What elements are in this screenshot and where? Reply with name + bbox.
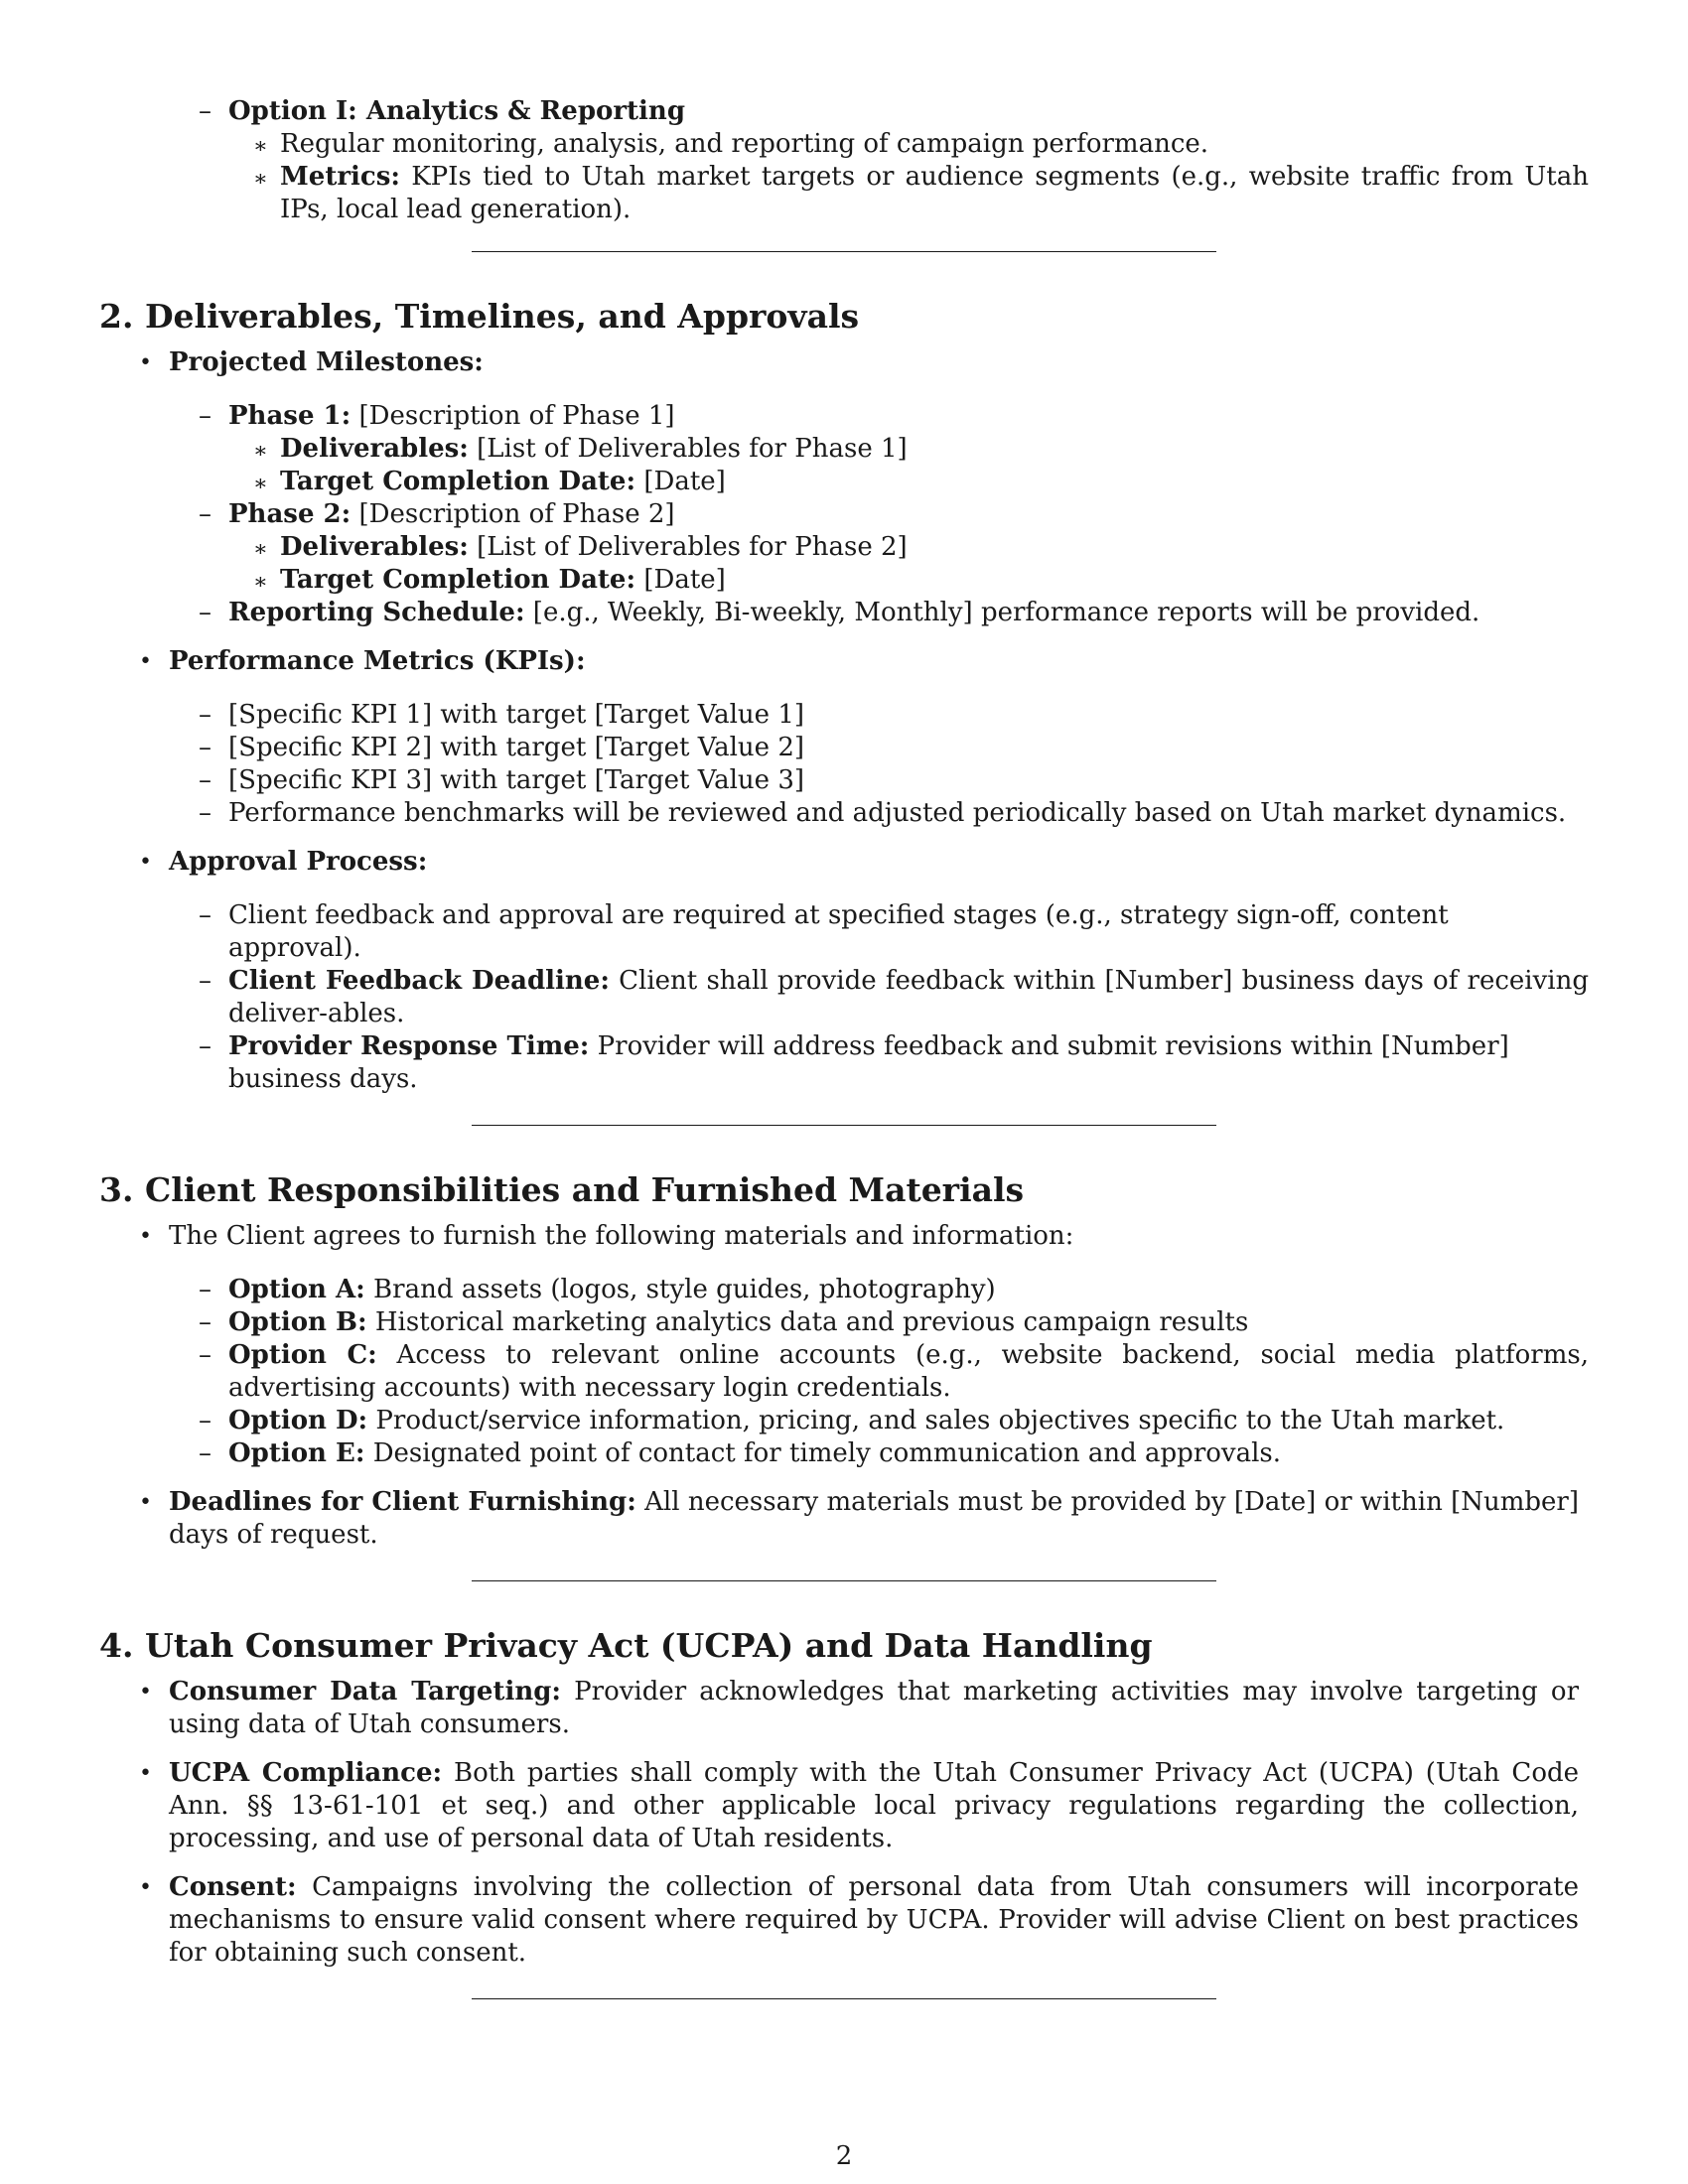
- option-label: Option E:: [228, 1438, 365, 1468]
- bullet-marker: •: [139, 1224, 152, 1249]
- bullet-marker: •: [139, 1490, 152, 1515]
- asterisk-marker: ∗: [253, 537, 268, 562]
- option-label: Option C:: [228, 1340, 377, 1370]
- section-3-heading: 3. Client Responsibilities and Furnished Materials: [99, 1170, 1025, 1209]
- option-label: Option A:: [228, 1275, 365, 1304]
- dash-marker: –: [199, 401, 211, 431]
- option-d-item: [99, 1405, 1589, 1437]
- dash-marker: –: [199, 733, 211, 762]
- furnish-intro-item: [99, 1220, 1589, 1253]
- ucpa-compliance-label: UCPA Compliance:: [169, 1758, 443, 1788]
- option-i-item: [99, 95, 1589, 128]
- phase2-label: Phase 2:: [228, 499, 352, 529]
- asterisk-marker: ∗: [253, 472, 268, 496]
- ucpa-compliance-text: Both parties shall comply with the Utah Consumer Privacy Act (UCPA) (Utah Code Ann. §§ 13-61-101 et seq.) and other applicable local privacy regulations regarding the collection, processing, and use of personal data of Utah residents.: [169, 1758, 1580, 1853]
- option-text: Access to relevant online accounts (e.g., website backend, social media platforms, advertising accounts) with necessary login credentials.: [228, 1340, 1589, 1403]
- bullet-marker: •: [139, 1875, 152, 1900]
- consent-item: [99, 1871, 1579, 1970]
- milestones-label: Projected Milestones:: [169, 347, 484, 377]
- reporting-label: Reporting Schedule:: [228, 598, 525, 627]
- dash-marker: –: [199, 966, 211, 996]
- phase1-deliverables: [99, 433, 1589, 466]
- kpi-item: [99, 797, 1589, 830]
- dash-marker: –: [199, 598, 211, 627]
- option-i-subitem: [99, 128, 1589, 161]
- option-text: Designated point of contact for timely communication and approvals.: [364, 1438, 1282, 1468]
- bullet-marker: •: [139, 1761, 152, 1786]
- option-text: Historical marketing analytics data and previous campaign results: [366, 1307, 1249, 1337]
- kpi-text: [Specific KPI 1] with target [Target Value 1]: [228, 700, 805, 730]
- approval-label: Approval Process:: [169, 847, 428, 877]
- dash-marker: –: [199, 1307, 211, 1337]
- approval-subitem: [99, 899, 1589, 965]
- option-label: Option D:: [228, 1406, 368, 1435]
- consent-text: Campaigns involving the collection of personal data from Utah consumers will incorporate mechanisms to ensure valid consent where required by UCPA. Provider will advise Client on best practices for obtaining such consent.: [169, 1872, 1579, 1968]
- option-i-title: Option I: Analytics & Reporting: [228, 96, 686, 126]
- option-text: Product/service information, pricing, and sales objectives specific to the Utah market.: [367, 1406, 1505, 1435]
- option-i-text: Regular monitoring, analysis, and reporting of campaign performance.: [280, 129, 1209, 159]
- metrics-text: KPIs tied to Utah market targets or audience segments (e.g., website traffic from Utah IPs, local lead generation).: [280, 162, 1589, 224]
- feedback-deadline-label: Client Feedback Deadline:: [228, 966, 610, 996]
- phase2-date: [99, 564, 1589, 597]
- kpi-item: [99, 732, 1589, 764]
- option-a-item: [99, 1274, 1589, 1306]
- asterisk-marker: ∗: [253, 439, 268, 464]
- kpi-item: [99, 699, 1589, 732]
- furnish-deadline-text: All necessary materials must be provided by [Date] or within [Number] days of request.: [169, 1487, 1580, 1550]
- option-label: Option B:: [228, 1307, 367, 1337]
- date-label: Target Completion Date:: [280, 467, 636, 496]
- kpi-item: [99, 764, 1589, 797]
- deliverables-text: [List of Deliverables for Phase 1]: [468, 434, 908, 464]
- approval-subitem: [99, 1030, 1589, 1096]
- dash-marker: –: [199, 1340, 211, 1370]
- phase1-item: [99, 400, 1589, 433]
- furnish-deadline-item: [99, 1486, 1579, 1552]
- response-time-text: Provider will address feedback and submit revisions within [Number] business days.: [228, 1031, 1509, 1094]
- dash-marker: –: [199, 900, 211, 930]
- kpi-text: Performance benchmarks will be reviewed and adjusted periodically based on Utah market dynamics.: [228, 798, 1567, 828]
- phase2-deliverables: [99, 531, 1589, 564]
- dash-marker: –: [199, 765, 211, 795]
- metrics-label: Metrics:: [280, 162, 400, 192]
- furnish-intro-text: The Client agrees to furnish the following materials and information:: [169, 1221, 1074, 1251]
- consent-label: Consent:: [169, 1872, 297, 1902]
- asterisk-marker: ∗: [253, 167, 268, 192]
- approval-item: [99, 846, 1589, 879]
- phase1-label: Phase 1:: [228, 401, 352, 431]
- document-page: [99, 95, 1589, 1999]
- asterisk-marker: ∗: [253, 570, 268, 595]
- dash-marker: –: [199, 700, 211, 730]
- section-divider: [472, 1998, 1216, 1999]
- deliverables-label: Deliverables:: [280, 532, 469, 562]
- dash-marker: –: [199, 1031, 211, 1061]
- option-b-item: [99, 1306, 1589, 1339]
- bullet-marker: •: [139, 350, 152, 375]
- ucpa-compliance-item: [99, 1757, 1579, 1855]
- kpi-text: [Specific KPI 2] with target [Target Value 2]: [228, 733, 805, 762]
- phase2-item: [99, 498, 1589, 531]
- deliverables-label: Deliverables:: [280, 434, 469, 464]
- page-number: 2: [835, 2141, 853, 2171]
- date-text: [Date]: [635, 565, 726, 595]
- data-targeting-text: Provider acknowledges that marketing activities may involve targeting or using data of Utah consumers.: [169, 1677, 1580, 1739]
- phase1-text: [Description of Phase 1]: [351, 401, 675, 431]
- reporting-text: [e.g., Weekly, Bi-weekly, Monthly] performance reports will be provided.: [524, 598, 1480, 627]
- phase2-text: [Description of Phase 2]: [351, 499, 675, 529]
- option-i-metrics: [99, 161, 1589, 226]
- option-c-item: [99, 1339, 1589, 1405]
- dash-marker: –: [199, 1438, 211, 1468]
- phase1-date: [99, 466, 1589, 498]
- response-time-label: Provider Response Time:: [228, 1031, 590, 1061]
- kpi-text: [Specific KPI 3] with target [Target Value 3]: [228, 765, 805, 795]
- approval-text: Client feedback and approval are required at specified stages (e.g., strategy sign-off, content approval).: [228, 900, 1449, 963]
- kpis-item: [99, 645, 1589, 678]
- dash-marker: –: [199, 1406, 211, 1435]
- date-label: Target Completion Date:: [280, 565, 636, 595]
- bullet-marker: •: [139, 850, 152, 875]
- bullet-marker: •: [139, 649, 152, 674]
- date-text: [Date]: [635, 467, 726, 496]
- feedback-deadline-text: Client shall provide feedback within [Number] business days of receiving deliver-ables.: [228, 966, 1589, 1028]
- dash-marker: –: [199, 1275, 211, 1304]
- approval-subitem: [99, 965, 1589, 1030]
- furnish-deadline-label: Deadlines for Client Furnishing:: [169, 1487, 636, 1517]
- dash-marker: –: [199, 499, 211, 529]
- dash-marker: –: [199, 96, 211, 126]
- section-2-heading: 2. Deliverables, Timelines, and Approvals: [99, 297, 860, 336]
- bullet-marker: •: [139, 1680, 152, 1705]
- milestones-item: [99, 346, 1589, 379]
- option-text: Brand assets (logos, style guides, photography): [364, 1275, 996, 1304]
- data-targeting-item: [99, 1676, 1579, 1741]
- deliverables-text: [List of Deliverables for Phase 2]: [468, 532, 908, 562]
- reporting-schedule-item: [99, 597, 1589, 629]
- dash-marker: –: [199, 798, 211, 828]
- option-e-item: [99, 1437, 1589, 1470]
- asterisk-marker: ∗: [253, 134, 268, 159]
- data-targeting-label: Consumer Data Targeting:: [169, 1677, 562, 1706]
- kpis-label: Performance Metrics (KPIs):: [169, 646, 586, 676]
- section-4-heading: 4. Utah Consumer Privacy Act (UCPA) and Data Handling: [99, 1626, 1153, 1665]
